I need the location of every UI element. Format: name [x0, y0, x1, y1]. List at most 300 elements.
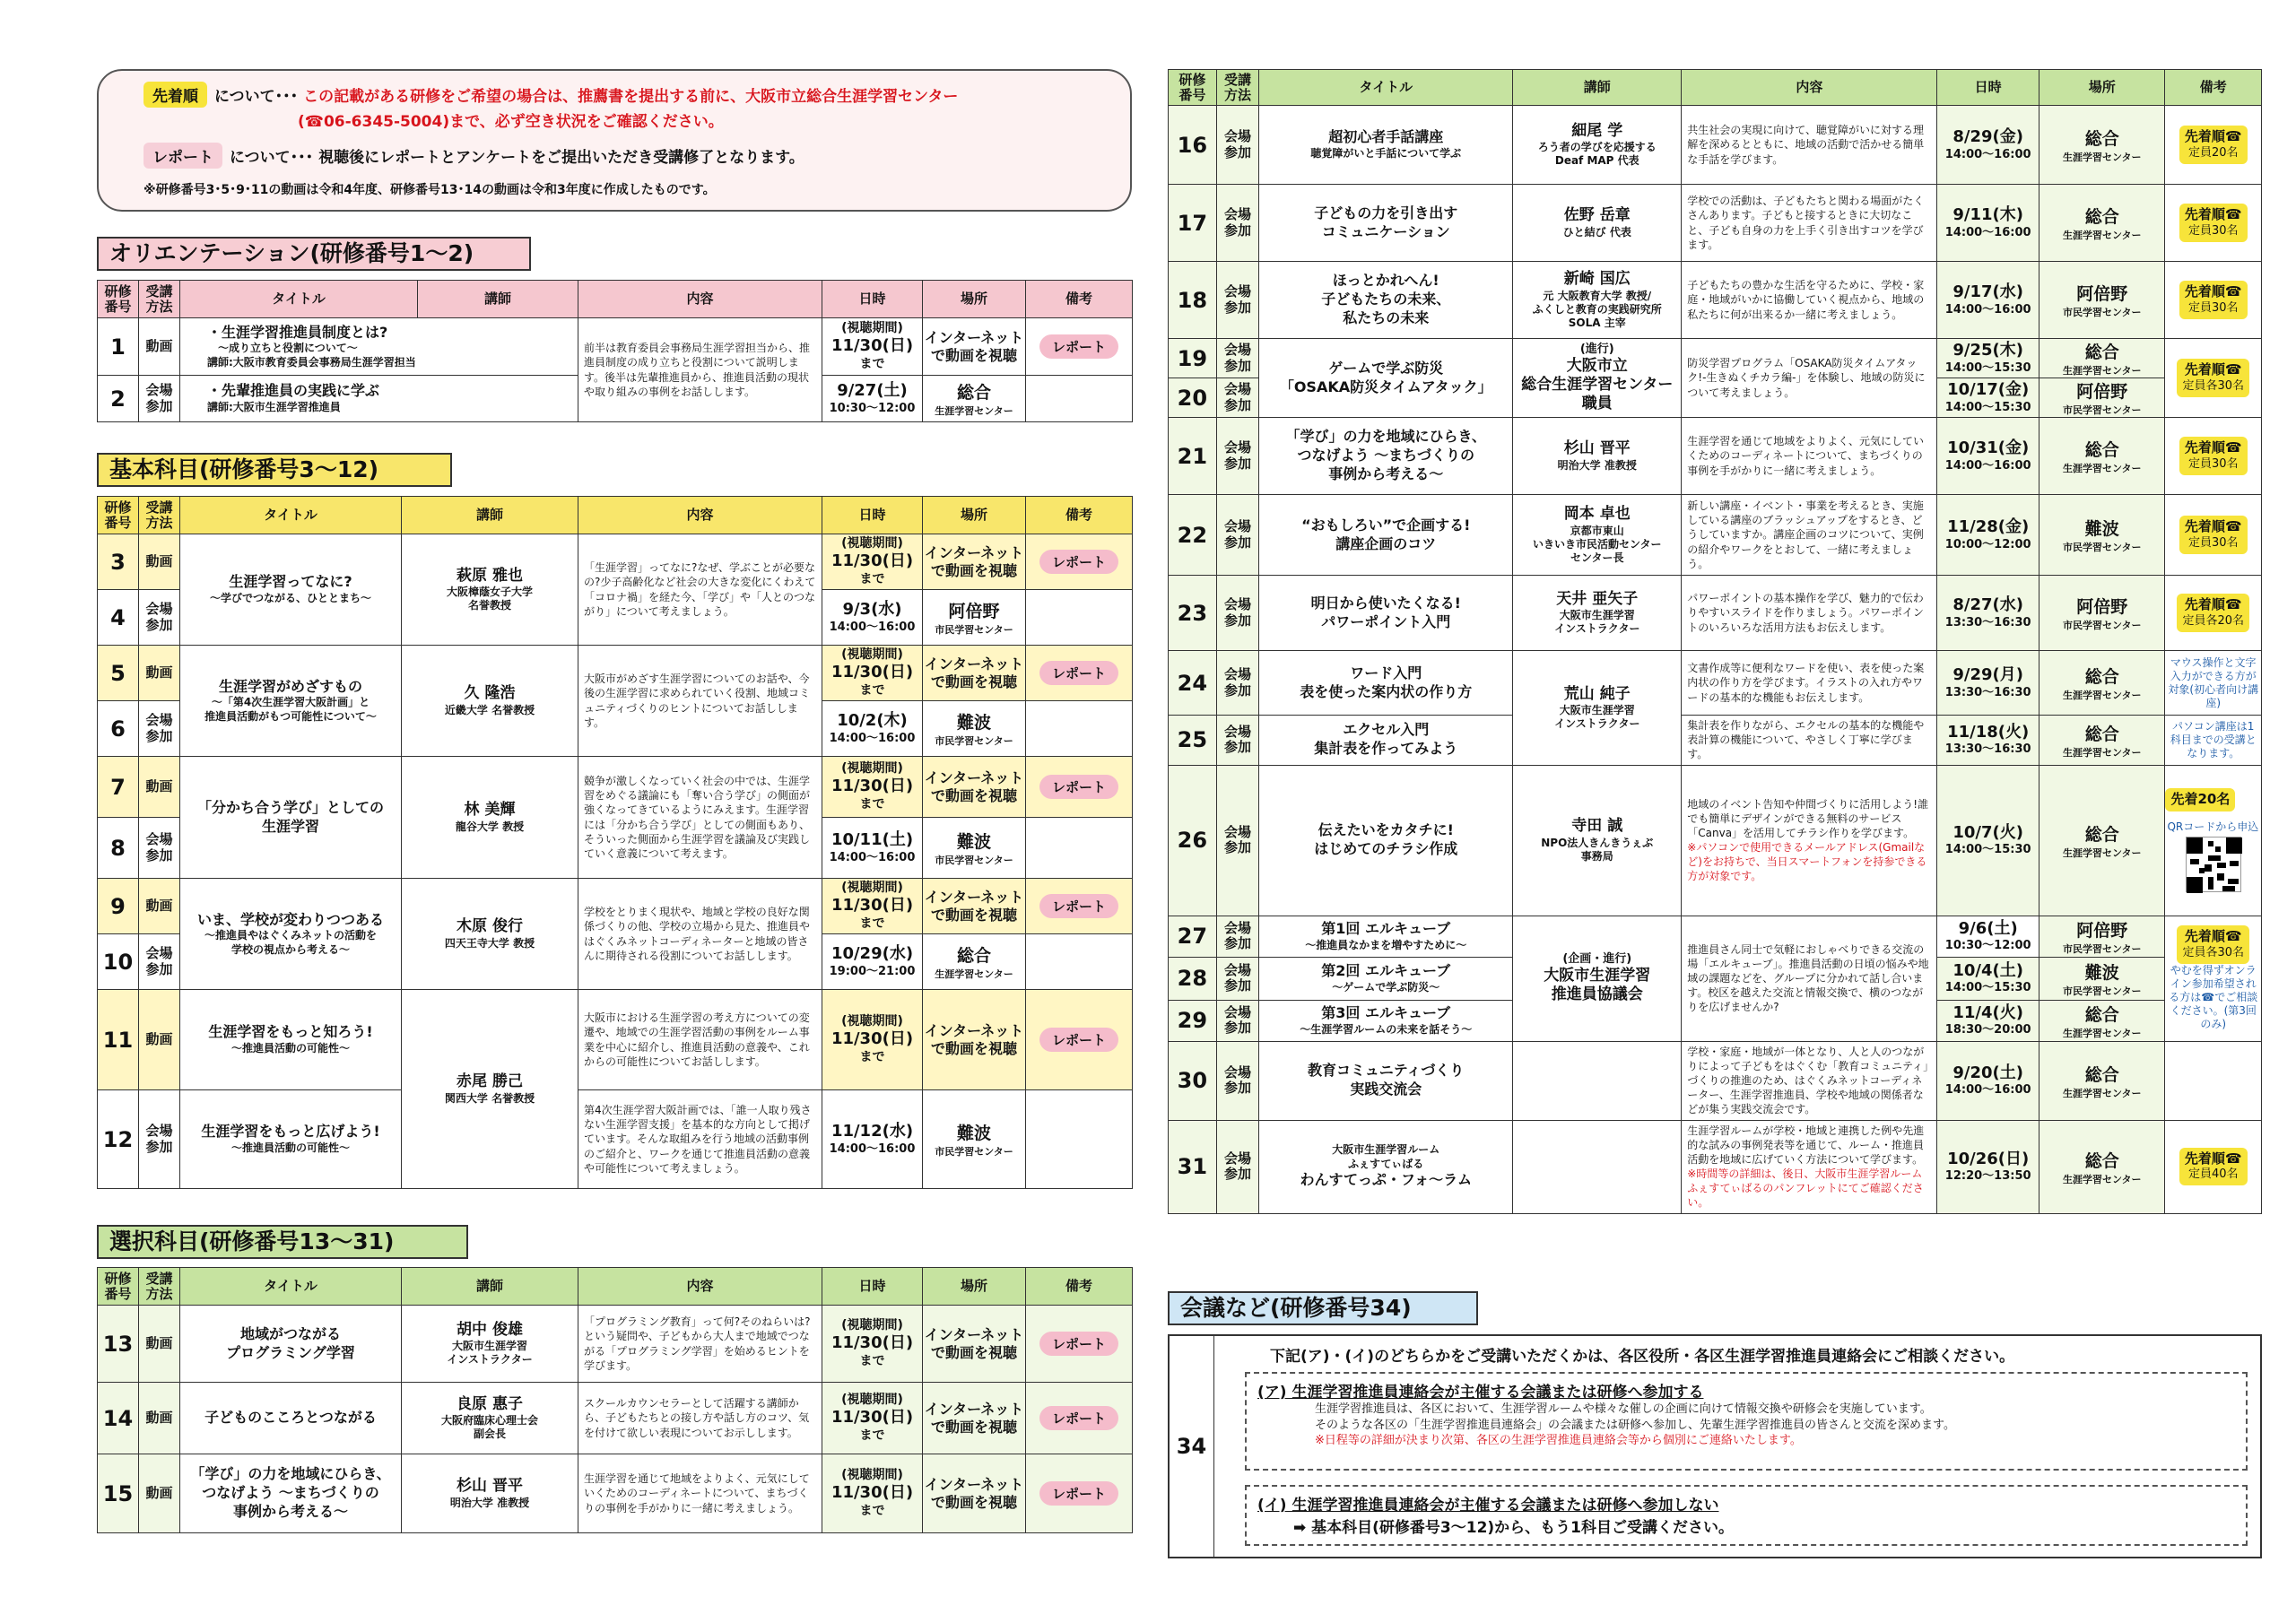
course-note — [2165, 495, 2262, 576]
until-date: 11/30(日) — [831, 777, 914, 796]
first-come-badge — [2177, 594, 2249, 631]
table-row — [98, 1306, 1133, 1383]
method-venue: 会場 参加 — [1216, 378, 1259, 418]
net-label: インターネット で動画を視聴 — [924, 655, 1024, 690]
course-content — [578, 757, 822, 879]
date-text: 11/18(火) — [1947, 722, 2030, 742]
course-title-text: 「分かち合う学び」としての 生涯学習 — [196, 798, 384, 835]
method-video: 動画 — [139, 879, 180, 934]
course-content — [1682, 716, 1937, 766]
time-text: 13:30～16:30 — [1944, 615, 2031, 629]
place-sub: 生涯学習センター — [2062, 1087, 2142, 1099]
time-text: 14:00～15:30 — [1944, 360, 2031, 375]
course-date — [822, 701, 923, 757]
side-note-text: やむを得ずオンライン参加希望される方は☎でご相談ください。(第3回のみ) — [2169, 963, 2258, 1030]
report-badge: レポート — [1039, 334, 1118, 359]
header-place: 場所 — [923, 1268, 1026, 1306]
lecturer-affiliation: 大阪市生涯学習 インストラクター — [1554, 703, 1640, 730]
header-note: 備考 — [2165, 70, 2262, 106]
place-sub: 生涯学習センター — [2062, 690, 2142, 701]
period-label: (視聴期間) — [841, 880, 903, 895]
first-come-badge — [2179, 126, 2248, 163]
header-method: 受講 方法 — [1216, 70, 1259, 106]
method-video: 動画 — [139, 534, 180, 590]
time-text: 10:30～12:00 — [1944, 939, 2031, 953]
course-place — [2039, 651, 2165, 716]
until-date: 11/30(日) — [831, 896, 914, 916]
report-badge: レポート — [1039, 550, 1118, 574]
course-note — [2165, 576, 2262, 651]
first-come-label: 先着順☎ — [2184, 283, 2242, 300]
course-no: 13 — [98, 1306, 139, 1383]
first-come-label: 先着順☎ — [2184, 1150, 2242, 1167]
header-date: 日時 — [1937, 70, 2039, 106]
course-title — [180, 1383, 402, 1454]
capacity-label: 定員30名 — [2187, 456, 2239, 471]
course-subtitle: ～推進員やはぐくみネットの活動を 学校の視点から考える～ — [204, 929, 377, 956]
header-lecturer: 講師 — [1513, 70, 1682, 106]
table-row — [98, 1090, 1133, 1189]
capacity-label: 定員各20名 — [2182, 613, 2245, 628]
lecturer-affiliation: 龍谷大学 教授 — [455, 820, 525, 833]
date-text: 11/12(水) — [831, 1122, 914, 1141]
time-text: 14:00～16:00 — [1944, 458, 2031, 473]
course-date — [822, 934, 923, 990]
place-name: 阿倍野 — [2076, 597, 2128, 617]
course-title-text: 超初心者手話講座 — [1328, 128, 1444, 146]
date-text: 11/28(金) — [1947, 517, 2030, 537]
course-content: 前半は教育委員会事務局生涯学習担当から、推進員制度の成り立ちと役割について説明します。後半は先輩推進員から、推進員活動の現状や取り組みの事例をお話しします。 — [578, 318, 822, 422]
course-no: 22 — [1169, 495, 1217, 576]
content-text: 競争が激しくなっていく社会の中では、生涯学習をめぐる議論にも「奪い合う学び」の側面が強くなってきているようにみえます。生涯学習には「分かち合う学び」としての側面もあり、そういった側面から生涯学習を議論及び実践していく意義について考えます。 — [584, 774, 811, 860]
place-name: 難波 — [956, 1124, 991, 1143]
lecturer-affiliation: 大阪樟蔭女子大学 名誉教授 — [446, 586, 533, 612]
course-no: 12 — [98, 1090, 139, 1189]
course-no: 25 — [1169, 716, 1217, 766]
place-name: 総合 — [2084, 824, 2119, 845]
course-place — [923, 318, 1026, 376]
date-text: 9/29(月) — [1952, 665, 2023, 685]
table-row — [98, 646, 1133, 701]
first-come-tag: 先着順 — [144, 82, 207, 108]
period-label: (視聴期間) — [841, 535, 903, 551]
course-no: 16 — [1169, 106, 1217, 185]
course-title — [180, 990, 402, 1090]
date-text: 9/17(水) — [1952, 282, 2023, 302]
course-title — [180, 376, 578, 422]
course-lecturer: 講師:大阪市教育委員会事務局生涯学習担当 — [207, 355, 416, 369]
course-date — [822, 318, 923, 376]
course-title — [1259, 916, 1513, 957]
content-text: 大阪市がめざす生涯学習についてのお話や、今後の生涯学習に求められていく役割、地域コミュニティづくりのヒントについてお話しします。 — [584, 673, 811, 729]
content-text: 生涯学習を通じて地域をよりよく、元気にしていくためのコーディネートについて、まちづくりの事例を手がかりに一緒に考えましょう。 — [584, 1472, 810, 1515]
course-note — [2165, 916, 2262, 1041]
time-text: 14:00～16:00 — [829, 731, 916, 745]
course-title — [1259, 1041, 1513, 1120]
first-come-label: 先着順☎ — [2184, 596, 2242, 613]
place-name: 総合 — [956, 383, 991, 403]
header-lecturer: 講師 — [418, 281, 578, 318]
course-note — [2165, 765, 2262, 916]
capacity-label: 定員40名 — [2187, 1167, 2239, 1182]
method-video: 動画 — [139, 1454, 180, 1533]
notice-line1-red: この記載がある研修をご希望の場合は、推薦書を提出する前に、大阪市立総合生涯学習センター — [303, 88, 959, 106]
lecturer-role: (進行) — [1579, 342, 1614, 356]
place-name: 阿倍野 — [2076, 284, 2128, 304]
lecturer-affiliation: NPO法人きんきうぇぶ 事務局 — [1541, 836, 1654, 863]
place-name: 難波 — [956, 713, 991, 733]
course-no: 4 — [98, 590, 139, 646]
course-content — [1682, 495, 1937, 576]
course-date — [1937, 1120, 2039, 1213]
method-video: 動画 — [139, 990, 180, 1090]
course-title — [1259, 495, 1513, 576]
course-note — [1026, 818, 1133, 879]
table-row — [1169, 262, 2262, 339]
content-text: 第4次生涯学習大阪計画では、「誰一人取り残さない生涯学習支援」を基本的な方向として掲げています。そんな取組みを行う地域の活動事例のご紹介と、ワークを通じて推進員活動の意義や可能性について考えましょう。 — [584, 1104, 812, 1175]
method-venue: 会場 参加 — [139, 376, 180, 422]
course-note — [1026, 990, 1133, 1090]
time-text: 14:00～15:30 — [1944, 981, 2031, 995]
first-come-label: 先着順☎ — [2184, 128, 2242, 145]
course-content — [1682, 339, 1937, 418]
course-date — [822, 1454, 923, 1533]
course-title-text: いま、学校が変わりつつある — [196, 910, 384, 928]
course-no: 23 — [1169, 576, 1217, 651]
date-text: 8/27(水) — [1952, 595, 2023, 615]
course-note — [1026, 879, 1133, 934]
course-content — [578, 1454, 822, 1533]
meeting-box — [1168, 1334, 2262, 1558]
lecturer-name: 杉山 晋平 — [457, 1477, 523, 1496]
course-date — [822, 879, 923, 934]
header-note: 備考 — [1026, 497, 1133, 534]
header-place: 場所 — [2039, 70, 2165, 106]
header-title: タイトル — [1259, 70, 1513, 106]
until-label: まで — [859, 1428, 885, 1443]
notice-line2-b: 視聴後にレポートとアンケートをご提出いただき受講修了となります。 — [318, 149, 804, 167]
notice-line2-a: について･･･ — [230, 149, 314, 167]
method-venue: 会場 参加 — [1216, 1000, 1259, 1041]
date-text: 10/29(水) — [831, 944, 914, 964]
course-title-text: 第3回 エルキューブ — [1321, 1003, 1451, 1021]
content-text: 共生社会の実現に向けて、聴覚障がいに対する理解を深めるとともに、地域の活動で活かせる簡単な手話を学びます。 — [1687, 124, 1925, 166]
course-content — [578, 646, 822, 757]
content-text: パワーポイントの基本操作を学び、魅力的で伝わりやすいスライドを作りましょう。パワーポイントのいろいろな活用方法もお伝えします。 — [1687, 592, 1924, 634]
course-note — [1026, 701, 1133, 757]
course-subtitle: ～学びでつながる、ひととまち～ — [209, 592, 371, 605]
course-place — [2039, 1000, 2165, 1041]
lecturer-name: 胡中 俊雄 — [457, 1320, 523, 1339]
lecturer-affiliation: 京都市東山 いきいき市民活動センター センター長 — [1533, 524, 1662, 564]
course-subtitle: 聴覚障がいと手話について学ぶ — [1310, 147, 1462, 161]
first-come-badge — [2179, 204, 2248, 241]
course-no: 24 — [1169, 651, 1217, 716]
lecturer-affiliation: ろう者の学びを応援する Deaf MAP 代表 — [1537, 141, 1657, 168]
course-title — [1259, 651, 1513, 716]
orientation-table — [97, 280, 1133, 422]
report-badge: レポート — [1039, 1332, 1118, 1356]
course-date — [1937, 378, 2039, 418]
first-come-badge — [2177, 925, 2249, 963]
course-title-text: 生涯学習をもっと知ろう! — [208, 1023, 373, 1041]
capacity-label: 定員20名 — [2187, 145, 2239, 160]
course-title — [1259, 185, 1513, 262]
until-label: まで — [859, 1353, 885, 1368]
course-place — [923, 646, 1026, 701]
course-title-text: 第2回 エルキューブ — [1321, 961, 1451, 979]
course-place — [2039, 339, 2165, 378]
header-title: タイトル — [180, 497, 402, 534]
course-place — [2039, 378, 2165, 418]
content-text: 「生涯学習」ってなに?なぜ、学ぶことが必要なの?少子高齢化など社会の大きな変化にくわえて「コロナ禍」を経た今、「学び」や「人とのつながり」について考えましょう。 — [584, 561, 816, 618]
period-label: (視聴期間) — [841, 1467, 903, 1482]
until-label: まで — [859, 682, 885, 698]
course-date — [822, 376, 923, 422]
course-note — [1026, 1383, 1133, 1454]
method-venue: 会場 参加 — [1216, 262, 1259, 339]
course-date — [1937, 651, 2039, 716]
header-content: 内容 — [1682, 70, 1937, 106]
table-row — [98, 534, 1133, 590]
course-title-text: ・先輩推進員の実践に学ぶ — [207, 382, 380, 400]
place-sub: 市民学習センター — [2062, 942, 2142, 955]
content-text: 防災学習プログラム「OSAKA防災タイムアタック!-生きぬくチカラ編-」を体験し、地域の防災について考えましょう。 — [1687, 357, 1926, 399]
course-content — [578, 534, 822, 646]
section-elective: 選択科目(研修番号13～31) — [97, 1225, 468, 1259]
course-title-text: 地域がつながる プログラミング学習 — [226, 1324, 355, 1361]
course-title — [180, 534, 402, 646]
course-lecturer — [1513, 1120, 1682, 1213]
qr-caption: QRコードから申込 — [2167, 820, 2259, 833]
course-no: 8 — [98, 818, 139, 879]
course-title — [180, 879, 402, 990]
date-text: 11/4(火) — [1952, 1002, 2023, 1022]
option-a-line2: そのような各区の「生涯学習推進員連絡会」の会議または研修へ参加し、先輩生涯学習推進員の皆さんと交流を深めます。 — [1315, 1418, 1955, 1432]
content-warning: ※パソコンで使用できるメールアドレス(Gmailなど)をお持ちで、当日スマートフォンを持参できる方が対象です。 — [1687, 841, 1927, 883]
side-note — [2165, 651, 2262, 716]
period-label: (視聴期間) — [841, 1392, 903, 1407]
course-content — [1682, 916, 1937, 1041]
course-date — [1937, 765, 2039, 916]
table-row — [1169, 765, 2262, 916]
lecturer-affiliation: 明治大学 准教授 — [449, 1496, 530, 1509]
content-text: 新しい講座・イベント・事業を考えるとき、実施している講座のブラッシュアップをするとき、どうしていますか。講座企画のコツについて、実例の紹介やワークをとおして、一緒に考えましょう。 — [1687, 499, 1924, 570]
place-name: 阿倍野 — [948, 602, 1000, 621]
course-place — [2039, 185, 2165, 262]
place-sub: 市民学習センター — [935, 624, 1013, 636]
date-text: 9/20(土) — [1952, 1063, 2023, 1082]
until-date: 11/30(日) — [831, 1408, 914, 1428]
course-lecturer — [1513, 495, 1682, 576]
method-venue: 会場 参加 — [1216, 106, 1259, 185]
course-content — [1682, 418, 1937, 495]
course-title-text: 子どもの力を引き出す コミュニケーション — [1314, 204, 1458, 240]
course-place — [923, 534, 1026, 590]
place-name: 総合 — [2084, 207, 2119, 227]
method-venue: 会場 参加 — [139, 701, 180, 757]
date-text: 10/31(金) — [1947, 438, 2030, 458]
meeting-lead: 下記(ア)・(イ)のどちらかをご受講いただくかは、各区役所・各区生涯学習推進員連絡会にご相談ください。 — [1270, 1348, 2015, 1366]
lecturer-name: 天井 亜矢子 — [1556, 589, 1639, 608]
course-no: 14 — [98, 1383, 139, 1454]
course-lecturer — [402, 990, 578, 1189]
course-note — [2165, 185, 2262, 262]
section-meeting: 会議など(研修番号34) — [1168, 1291, 1478, 1325]
course-date — [1937, 418, 2039, 495]
place-name: 阿倍野 — [2076, 382, 2128, 402]
lecturer-affiliation: ひと結び 代表 — [1562, 225, 1631, 239]
lecturer-name: 細尾 学 — [1571, 121, 1623, 140]
course-title-text: 教育コミュニティづくり 実践交流会 — [1308, 1062, 1465, 1098]
time-text: 14:00～15:30 — [1944, 843, 2031, 857]
until-label: まで — [859, 1049, 885, 1064]
until-date: 11/30(日) — [831, 1029, 914, 1049]
course-content — [578, 879, 822, 990]
course-place — [2039, 957, 2165, 1000]
course-title — [1259, 576, 1513, 651]
course-title-text: エクセル入門 集計表を作ってみよう — [1314, 721, 1458, 758]
place-name: 総合 — [2084, 1150, 2119, 1171]
side-note-text: マウス操作と文字入力ができる方が対象(初心者向け講座) — [2168, 655, 2259, 709]
course-place — [2039, 1041, 2165, 1120]
method-venue: 会場 参加 — [1216, 576, 1259, 651]
course-lecturer — [1513, 576, 1682, 651]
course-place — [923, 818, 1026, 879]
header-date: 日時 — [822, 497, 923, 534]
place-name: 総合 — [2084, 724, 2119, 744]
place-name: 総合 — [2084, 343, 2119, 362]
course-place — [2039, 495, 2165, 576]
course-no: 20 — [1169, 378, 1217, 418]
time-text: 14:00～15:30 — [1944, 400, 2031, 414]
place-name: 総合 — [2084, 129, 2119, 149]
course-content — [578, 1090, 822, 1189]
course-note — [1026, 757, 1133, 818]
course-no: 21 — [1169, 418, 1217, 495]
lecturer-role: (企画・進行) — [1562, 951, 1632, 966]
net-label: インターネット で動画を視聴 — [924, 1022, 1024, 1057]
until-date: 11/30(日) — [831, 1333, 914, 1353]
first-come-badge — [2179, 1148, 2248, 1185]
course-date — [1937, 1000, 2039, 1041]
course-title — [1259, 106, 1513, 185]
header-method: 受講 方法 — [139, 281, 180, 318]
table-row — [98, 879, 1133, 934]
course-lecturer — [1513, 339, 1682, 418]
course-no: 29 — [1169, 1000, 1217, 1041]
basic-table — [97, 496, 1133, 1189]
table-row — [1169, 1120, 2262, 1213]
course-lecturer — [1513, 765, 1682, 916]
course-date — [1937, 185, 2039, 262]
course-place — [923, 879, 1026, 934]
course-note — [2165, 106, 2262, 185]
place-sub: 生涯学習センター — [2062, 365, 2142, 377]
course-note — [2165, 1120, 2262, 1213]
course-place — [2039, 576, 2165, 651]
time-text: 13:30～16:30 — [1944, 685, 2031, 699]
course-title — [180, 757, 402, 879]
option-a-line1: 生涯学習推進員は、各区において、生涯学習ルームや様々な催しの企画に向けて情報交換や研修会を実施しています。 — [1315, 1402, 1932, 1416]
course-note — [1026, 318, 1133, 376]
course-no: 30 — [1169, 1041, 1217, 1120]
header-no: 研修 番号 — [98, 497, 139, 534]
method-venue: 会場 参加 — [1216, 716, 1259, 766]
course-place — [923, 701, 1026, 757]
place-name: 難波 — [2084, 962, 2119, 983]
place-sub: 生涯学習センター — [935, 405, 1013, 417]
course-title-text: 子どものこころとつながる — [204, 1409, 377, 1427]
course-place — [923, 1306, 1026, 1383]
method-venue: 会場 参加 — [1216, 418, 1259, 495]
until-date: 11/30(日) — [831, 551, 914, 571]
date-text: 9/3(水) — [842, 600, 902, 620]
place-sub: 生涯学習センター — [2062, 1027, 2142, 1039]
course-place — [923, 376, 1026, 422]
place-name: 総合 — [2084, 667, 2119, 687]
course-title — [180, 318, 578, 376]
header-lecturer: 講師 — [402, 497, 578, 534]
place-name: 難波 — [2084, 519, 2119, 539]
table-row — [98, 1454, 1133, 1533]
course-place — [923, 1454, 1026, 1533]
until-label: まで — [859, 796, 885, 812]
header-content: 内容 — [578, 497, 822, 534]
method-venue: 会場 参加 — [1216, 1120, 1259, 1213]
date-text: 9/25(木) — [1952, 341, 2023, 360]
first-come-badge — [2179, 516, 2248, 553]
qr-code-image[interactable] — [2186, 837, 2241, 892]
course-date — [1937, 916, 2039, 957]
report-tag: レポート — [144, 143, 222, 169]
course-date — [822, 1090, 923, 1189]
course-no: 27 — [1169, 916, 1217, 957]
time-text: 10:00～12:00 — [1944, 537, 2031, 551]
method-video: 動画 — [139, 646, 180, 701]
content-text: 学校・家庭・地域が一体となり、人と人のつながりによって子どもをはぐくむ「教育コミュニティ」づくりの推進のため、はぐくみネットコーディネーター、生涯学習推進員、学校や地域の関係者などが集う実践交流会です。 — [1687, 1045, 1929, 1116]
course-lecturer — [402, 879, 578, 990]
place-sub: 生涯学習センター — [2062, 152, 2142, 163]
course-lecturer — [1513, 651, 1682, 766]
course-no: 2 — [98, 376, 139, 422]
course-title — [180, 1306, 402, 1383]
method-venue: 会場 参加 — [1216, 765, 1259, 916]
header-place: 場所 — [923, 281, 1026, 318]
course-lecturer — [402, 1383, 578, 1454]
table-row — [98, 1383, 1133, 1454]
first-come-label: 先着順☎ — [2184, 361, 2242, 378]
lecturer-name: 新崎 国広 — [1563, 270, 1631, 289]
course-lecturer — [402, 1306, 578, 1383]
course-date — [822, 990, 923, 1090]
course-title-text: ゲームで学ぶ防災 「OSAKA防災タイムアタック」 — [1279, 359, 1492, 395]
course-date — [1937, 495, 2039, 576]
course-note — [1026, 1306, 1133, 1383]
course-title-text: 生涯学習がめざすもの — [218, 677, 362, 695]
course-content — [1682, 1120, 1937, 1213]
course-date — [1937, 1041, 2039, 1120]
period-label: (視聴期間) — [841, 1317, 903, 1332]
time-text: 18:30～20:00 — [1944, 1023, 2031, 1037]
method-venue: 会場 参加 — [1216, 957, 1259, 1000]
method-venue: 会場 参加 — [1216, 339, 1259, 378]
course-note — [1026, 590, 1133, 646]
course-lecturer — [1513, 916, 1682, 1041]
content-text: 学校をとりまく現状や、地域と学校の良好な関係づくりの他、学校の立場から見た、推進員やはぐくみネットコーディネーターと地域の皆さんに期待される役割についてお話しします。 — [584, 906, 811, 962]
place-sub: 市民学習センター — [2062, 542, 2142, 553]
course-note — [1026, 376, 1133, 422]
